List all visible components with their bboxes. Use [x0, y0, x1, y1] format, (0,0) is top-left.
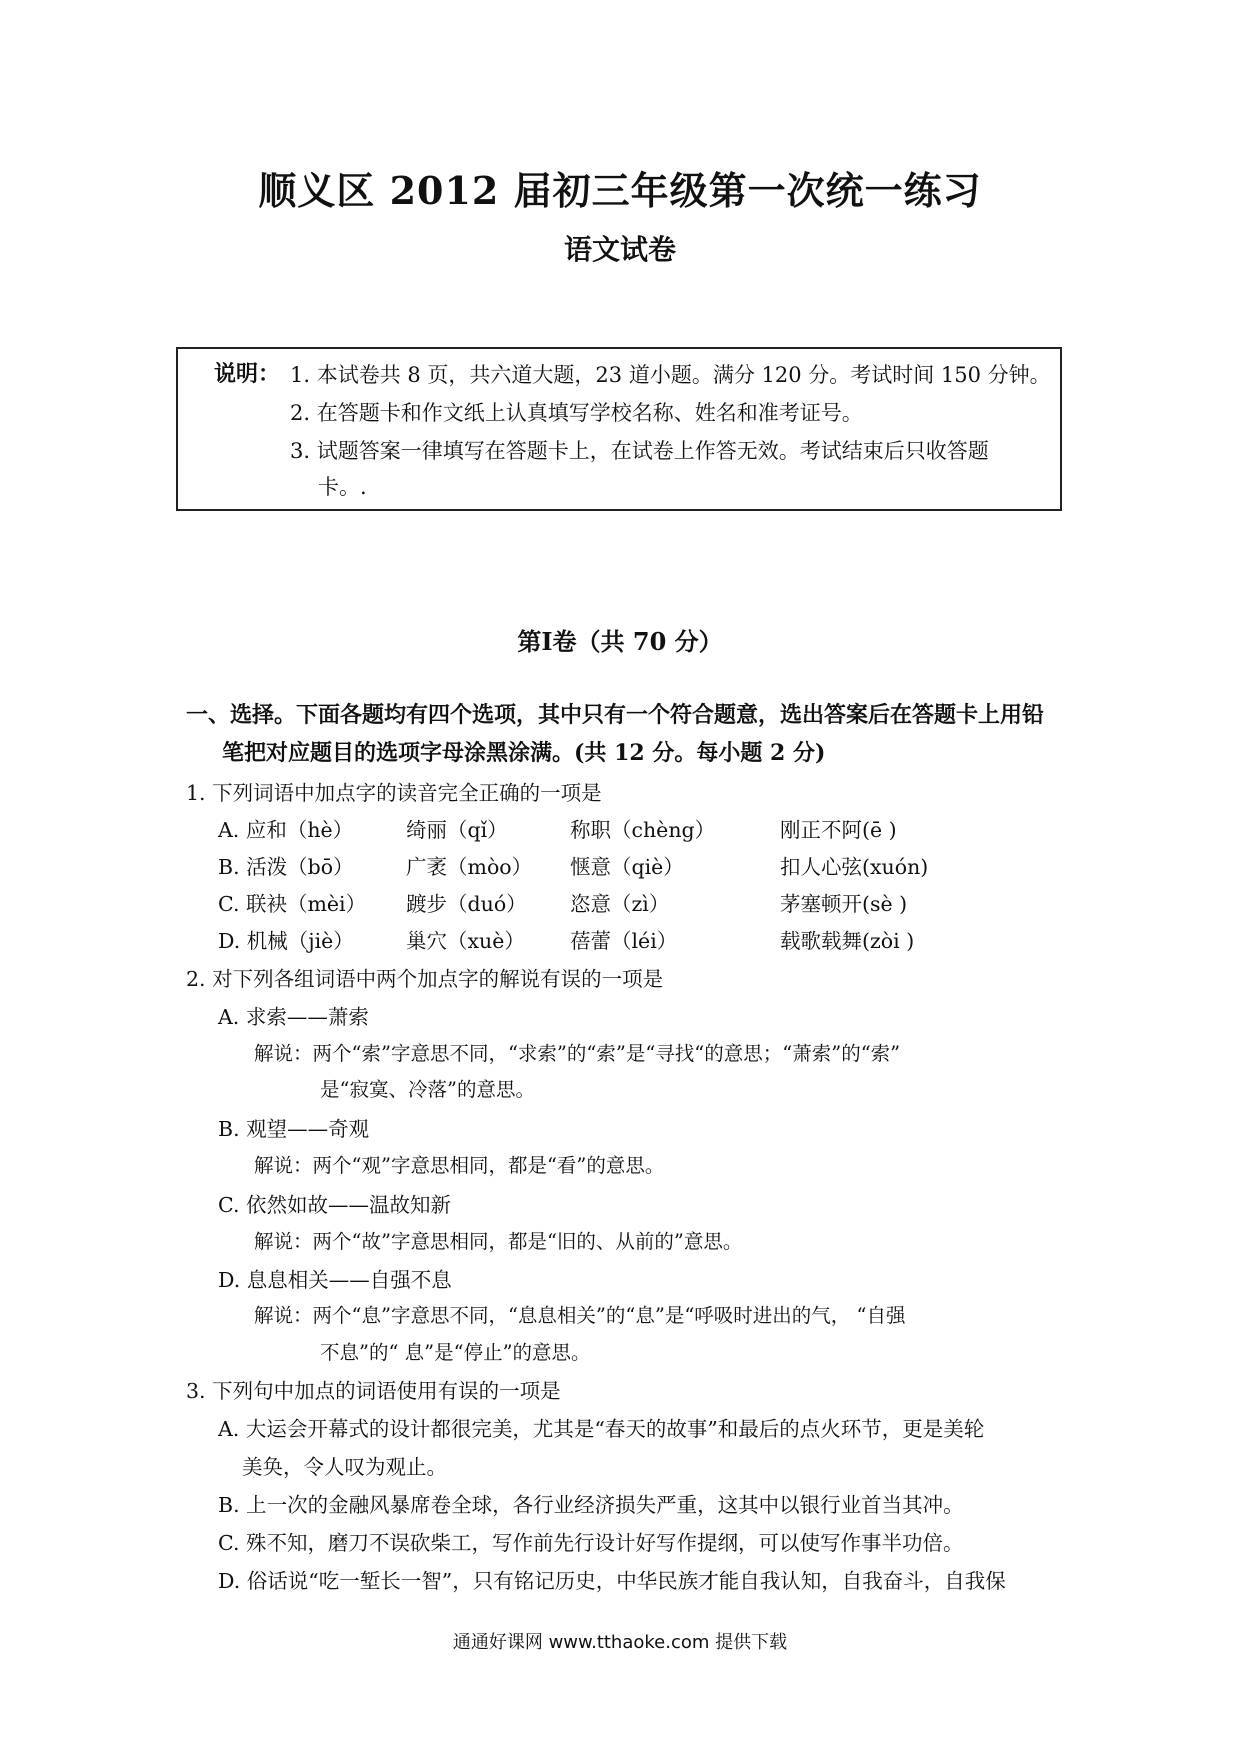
q1-c-4: 茅塞顿开(sè ) — [780, 892, 908, 916]
q2-option-b: B. 观望——奇观 — [218, 1117, 370, 1141]
page-title: 顺义区 2012 届初三年级第一次统一练习 — [258, 168, 982, 213]
q1-c-2: 踱步（duó） — [406, 892, 527, 916]
q1-a-2: 绮丽（qǐ） — [406, 818, 508, 842]
q3-option-b: B. 上一次的金融风暴席卷全球，各行业经济损失严重，这其中以银行业首当其冲。 — [218, 1493, 964, 1517]
q2-option-a-exp-1: 解说：两个“索”字意思不同，“求索”的“索”是“寻找“的意思；“萧索”的“索” — [254, 1042, 901, 1065]
q2-option-c-exp-1: 解说：两个“故”字意思相同，都是“旧的、从前的”意思。 — [254, 1230, 743, 1253]
q3-stem: 3. 下列句中加点的词语使用有误的一项是 — [186, 1379, 561, 1403]
page-footer: 通通好课网 www.tthaoke.com 提供下载 — [452, 1632, 788, 1653]
part1-heading-line2: 笔把对应题目的选项字母涂黑涂满。(共 12 分。每小题 2 分) — [222, 740, 826, 766]
q1-b-2: 广袤（mòo） — [406, 855, 533, 879]
q2-option-b-exp-1: 解说：两个“观”字意思相同，都是“看”的意思。 — [254, 1154, 665, 1177]
q3-option-a-line1: A. 大运会开幕式的设计都很完美，尤其是“春天的故事”和最后的点火环节，更是美轮 — [218, 1417, 985, 1441]
notice-box — [176, 347, 1062, 511]
q1-a-1: A. 应和（hè） — [218, 818, 354, 842]
q2-option-a: A. 求索——萧索 — [218, 1005, 369, 1029]
notice-item-1: 1. 本试卷共 8 页，共六道大题，23 道小题。满分 120 分。考试时间 150 分钟。 — [290, 363, 1051, 387]
q1-c-3: 恣意（zì） — [570, 892, 670, 916]
q2-option-d-exp-1: 解说：两个“息”字意思不同，“息息相关”的“息”是“呼吸时进出的气， “自强 — [254, 1304, 906, 1327]
q1-b-1: B. 活泼（bō） — [218, 855, 354, 879]
q3-option-c: C. 殊不知，磨刀不误砍柴工，写作前先行设计好写作提纲，可以使写作事半功倍。 — [218, 1531, 964, 1555]
q3-option-d: D. 俗话说“吃一堑长一智”，只有铭记历史，中华民族才能自我认知，自我奋斗，自我保 — [218, 1569, 1006, 1593]
q1-b-3: 惬意（qiè） — [570, 855, 684, 879]
q1-b-4: 扣人心弦(xuón) — [780, 855, 929, 879]
q1-d-4: 载歌载舞(zòi ) — [780, 929, 915, 953]
q1-a-3: 称职（chèng） — [570, 818, 716, 842]
q2-option-d-exp-2: 不息”的“ 息”是“停止”的意思。 — [320, 1341, 591, 1364]
part1-heading-line1: 一、选择。下面各题均有四个选项，其中只有一个符合题意，选出答案后在答题卡上用铅 — [186, 702, 1045, 728]
q2-option-a-exp-2: 是“寂寞、冷落”的意思。 — [320, 1078, 535, 1101]
notice-item-2: 2. 在答题卡和作文纸上认真填写学校名称、姓名和准考证号。 — [290, 401, 863, 425]
q1-c-1: C. 联袂（mèi） — [218, 892, 367, 916]
q2-stem: 2. 对下列各组词语中两个加点字的解说有误的一项是 — [186, 967, 664, 991]
notice-label: 说明： — [214, 361, 281, 387]
q1-d-2: 巢穴（xuè） — [406, 929, 525, 953]
q2-option-c: C. 依然如故——温故知新 — [218, 1193, 451, 1217]
q1-a-4: 刚正不阿(ē ) — [780, 818, 897, 842]
q1-stem: 1. 下列词语中加点字的读音完全正确的一项是 — [186, 781, 602, 805]
q2-option-d: D. 息息相关——自强不息 — [218, 1268, 452, 1292]
q1-d-1: D. 机械（jiè） — [218, 929, 354, 953]
q1-d-3: 蓓蕾（léi） — [570, 929, 678, 953]
page-subtitle: 语文试卷 — [563, 233, 676, 266]
notice-item-3: 3. 试题答案一律填写在答题卡上，在试卷上作答无效。考试结束后只收答题 — [290, 439, 989, 463]
section-title: 第Ⅰ卷（共 70 分） — [517, 627, 723, 656]
notice-item-3-cont: 卡。. — [318, 475, 367, 499]
q3-option-a-line2: 美奂，令人叹为观止。 — [242, 1455, 447, 1479]
